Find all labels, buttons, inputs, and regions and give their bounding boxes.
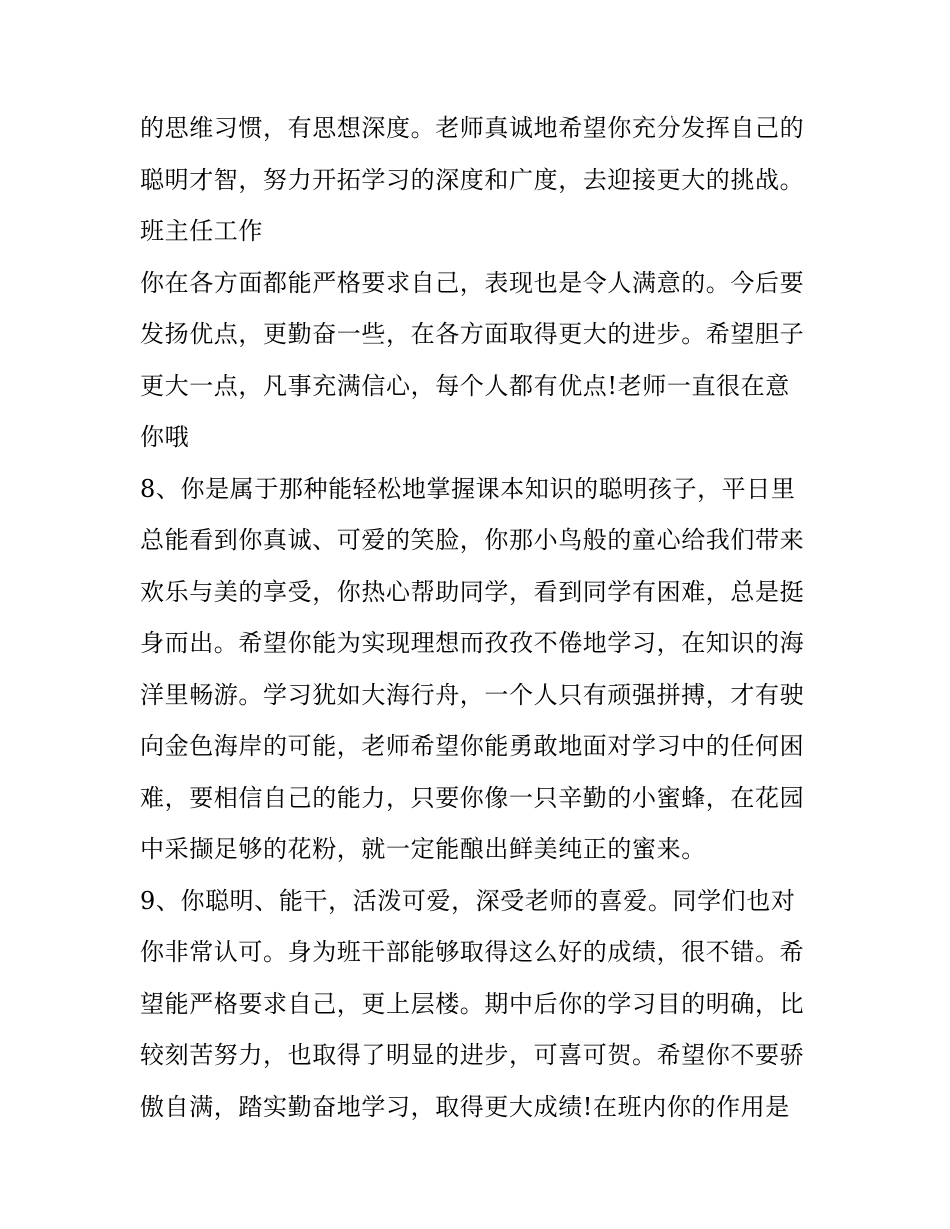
text-line: 傲自满，踏实勤奋地学习，取得更大成绩!在班内你的作用是: [140, 1092, 790, 1121]
text-line: 较刻苦努力，也取得了明显的进步，可喜可贺。希望你不要骄: [140, 1041, 805, 1069]
document-body: [140, 103, 820, 1133]
text-line: 望能严格要求自己，更上层楼。期中后你的学习目的明确，比: [140, 989, 805, 1018]
text-line: 的思维习惯，有思想深度。老师真诚地希望你充分发挥自己的: [140, 114, 805, 142]
text-line: 中采撷足够的花粉，就一定能酿出鲜美纯正的蜜来。: [140, 835, 706, 863]
text-line: 身而出。希望你能为实现理想而孜孜不倦地学习，在知识的海: [140, 629, 805, 657]
text-line: 9、你聪明、能干，活泼可爱，深受老师的喜爱。同学们也对: [140, 886, 796, 915]
text-line: 发扬优点，更勤奋一些，在各方面取得更大的进步。希望胆子: [140, 320, 805, 348]
text-line: 向金色海岸的可能，老师希望你能勇敢地面对学习中的任何困: [140, 732, 805, 760]
text-line: 聪明才智，努力开拓学习的深度和广度，去迎接更大的挑战。: [140, 165, 805, 194]
text-line: 难，要相信自己的能力，只要你像一只辛勤的小蜜蜂，在花园: [140, 783, 805, 812]
text-line: 总能看到你真诚、可爱的笑脸，你那小鸟般的童心给我们带来: [140, 526, 805, 554]
text-line: 洋里畅游。学习犹如大海行舟，一个人只有顽强拼搏，才有驶: [140, 680, 805, 709]
section-heading: 班主任工作: [140, 217, 263, 245]
text-line: 你哦: [140, 423, 190, 451]
text-line: 8、你是属于那种能轻松地掌握课本知识的聪明孩子，平日里: [140, 474, 796, 503]
text-line: 你非常认可。身为班干部能够取得这么好的成绩，很不错。希: [140, 938, 805, 966]
text-line: 更大一点，凡事充满信心，每个人都有优点!老师一直很在意: [140, 371, 790, 400]
text-line: 欢乐与美的享受，你热心帮助同学，看到同学有困难，总是挺: [140, 577, 805, 606]
text-line: 你在各方面都能严格要求自己，表现也是令人满意的。今后要: [140, 268, 805, 297]
